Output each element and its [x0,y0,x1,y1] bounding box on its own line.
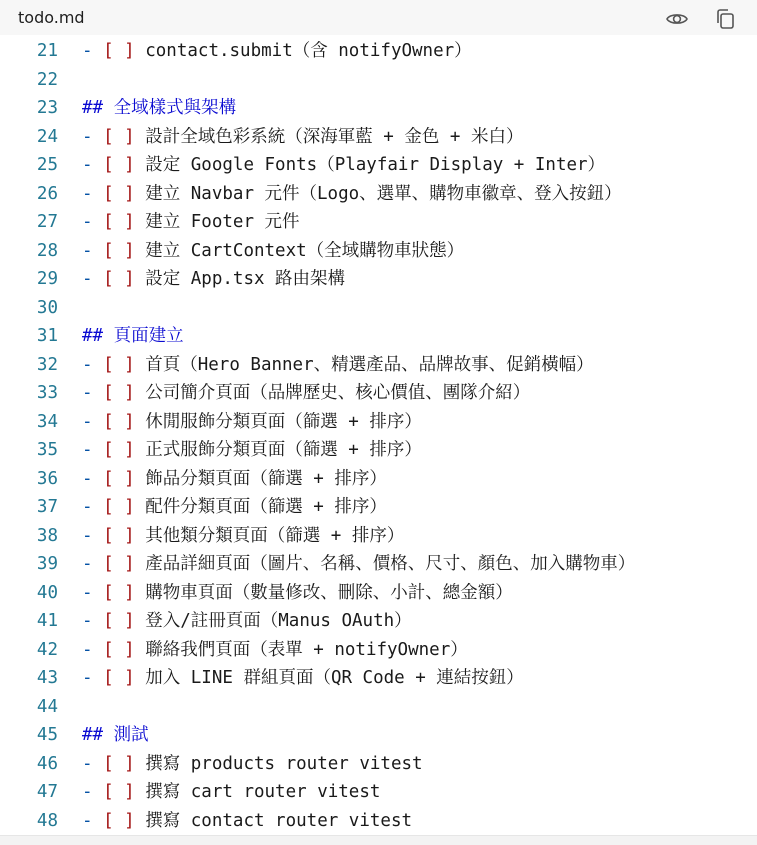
line-number: 28 [36,240,58,261]
line-number: 32 [36,354,58,375]
line-content [82,493,387,522]
checkbox-marker: [ ] [103,497,146,517]
checkbox-marker: [ ] [103,639,146,660]
line-number: 45 [36,725,58,745]
task-text: 建立 CartContext（全域購物車狀態） [145,240,465,261]
code-line[interactable] [0,237,757,266]
line-content [82,778,380,807]
checkbox-marker: [ ] [103,582,146,603]
checkbox-marker: [ ] [103,440,146,460]
task-text: 加入 LINE 群組頁面（QR Code + 連結按鈕） [145,668,524,688]
line-content [82,408,422,437]
line-number: 40 [36,582,58,603]
horizontal-scrollbar[interactable] [0,835,757,845]
line-number: 35 [36,440,58,460]
line-number: 43 [36,668,58,688]
line-content [82,664,524,693]
code-line[interactable] [0,522,757,551]
line-number: 38 [36,525,58,546]
line-content [82,807,412,836]
task-text: 建立 Navbar 元件（Logo、選單、購物車徽章、登入按鈕） [145,183,622,204]
line-content [82,522,404,551]
code-line[interactable] [0,66,757,95]
line-number: 41 [36,611,58,631]
list-dash: - [82,240,104,261]
line-content [82,208,300,237]
list-dash: - [82,212,104,232]
line-number: 26 [36,183,58,204]
heading-text: 全域樣式與架構 [113,98,237,118]
eye-icon[interactable] [664,6,690,32]
list-dash: - [82,497,104,517]
list-dash: - [82,155,104,175]
code-line[interactable] [0,151,757,180]
line-number: 48 [36,810,58,831]
code-line[interactable] [0,94,757,123]
heading-text: 頁面建立 [113,326,184,346]
line-number: 46 [36,753,58,774]
task-text: 公司簡介頁面（品牌歷史、核心價值、團隊介紹） [145,383,531,403]
code-line[interactable] [0,778,757,807]
task-text: 產品詳細頁面（圖片、名稱、價格、尺寸、顏色、加入購物車） [145,554,636,574]
line-content [82,607,412,636]
code-line[interactable] [0,807,757,836]
checkbox-marker: [ ] [103,183,146,204]
task-text: 配件分類頁面（篩選 + 排序） [145,497,387,517]
line-number: 44 [36,696,58,717]
line-content [82,123,523,152]
line-number: 24 [36,126,58,147]
heading-text: 測試 [113,725,149,745]
checkbox-marker: [ ] [103,240,146,261]
task-text: 首頁（Hero Banner、精選產品、品牌故事、促銷橫幅） [145,354,594,375]
code-line[interactable] [0,180,757,209]
code-line[interactable] [0,208,757,237]
line-number: 47 [36,782,58,802]
list-dash: - [82,411,104,432]
line-content [82,151,605,180]
task-text: 設定 Google Fonts（Playfair Display + Inter） [145,155,606,175]
checkbox-marker: [ ] [103,155,146,175]
list-dash: - [82,383,104,403]
checkbox-marker: [ ] [103,41,146,61]
line-number: 25 [36,155,58,175]
line-number: 42 [36,639,58,660]
list-dash: - [82,525,104,546]
line-number: 22 [36,69,58,90]
heading-marker: ## [82,725,114,745]
code-line[interactable] [0,408,757,437]
checkbox-marker: [ ] [103,753,146,774]
line-content [82,180,622,209]
line-content [82,37,472,66]
code-line[interactable] [0,607,757,636]
checkbox-marker: [ ] [103,810,146,831]
line-content [82,550,635,579]
line-number: 23 [36,98,58,118]
task-text: 建立 Footer 元件 [145,212,300,232]
line-number: 34 [36,411,58,432]
checkbox-marker: [ ] [103,468,146,489]
list-dash: - [82,782,104,802]
line-content [82,636,468,665]
line-number: 31 [36,326,58,346]
code-line[interactable] [0,693,757,722]
line-number: 37 [36,497,58,517]
line-content [82,265,345,294]
line-content [82,579,513,608]
code-line[interactable] [0,379,757,408]
line-content [82,750,423,779]
heading-marker: ## [82,98,114,118]
list-dash: - [82,183,104,204]
code-line[interactable] [0,294,757,323]
code-line[interactable] [0,636,757,665]
checkbox-marker: [ ] [103,383,146,403]
code-line[interactable] [0,265,757,294]
task-text: 設計全域色彩系統（深海軍藍 + 金色 + 米白） [145,126,524,147]
code-line[interactable] [0,550,757,579]
code-line[interactable] [0,493,757,522]
heading-marker: ## [82,326,114,346]
line-content [82,237,464,266]
checkbox-marker: [ ] [103,782,146,802]
task-text: contact.submit（含 notifyOwner） [145,41,472,61]
code-line[interactable] [0,579,757,608]
list-dash: - [82,639,104,660]
checkbox-marker: [ ] [103,411,146,432]
task-text: 撰寫 contact router vitest [145,810,413,831]
task-text: 撰寫 cart router vitest [145,782,381,802]
list-dash: - [82,269,104,289]
list-dash: - [82,354,104,375]
task-text: 購物車頁面（數量修改、刪除、小計、總金額） [145,582,513,603]
line-content [82,465,387,494]
list-dash: - [82,810,104,831]
list-dash: - [82,753,104,774]
file-name: todo.md [18,8,85,27]
checkbox-marker: [ ] [103,525,146,546]
line-content [82,322,184,351]
list-dash: - [82,440,104,460]
line-number: 36 [36,468,58,489]
task-text: 聯絡我們頁面（表單 + notifyOwner） [145,639,468,660]
task-text: 其他類分類頁面（篩選 + 排序） [145,525,405,546]
line-number: 21 [36,41,58,61]
list-dash: - [82,41,104,61]
task-text: 飾品分類頁面（篩選 + 排序） [145,468,387,489]
code-line[interactable] [0,322,757,351]
code-line[interactable] [0,436,757,465]
checkbox-marker: [ ] [103,126,146,147]
code-line[interactable] [0,351,757,380]
task-text: 撰寫 products router vitest [145,753,423,774]
list-dash: - [82,554,104,574]
list-dash: - [82,468,104,489]
line-content [82,94,236,123]
copy-icon[interactable] [712,6,738,32]
checkbox-marker: [ ] [103,212,146,232]
task-text: 正式服飾分類頁面（篩選 + 排序） [145,440,422,460]
list-dash: - [82,668,104,688]
task-text: 休閒服飾分類頁面（篩選 + 排序） [145,411,422,432]
checkbox-marker: [ ] [103,611,146,631]
line-number: 27 [36,212,58,232]
code-line[interactable] [0,123,757,152]
checkbox-marker: [ ] [103,668,146,688]
code-line[interactable] [0,721,757,750]
code-line[interactable] [0,37,757,66]
checkbox-marker: [ ] [103,554,146,574]
code-line[interactable] [0,750,757,779]
line-number: 39 [36,554,58,574]
code-line[interactable] [0,465,757,494]
line-content [82,379,530,408]
line-content [82,351,594,380]
code-line[interactable] [0,664,757,693]
line-content [82,721,149,750]
list-dash: - [82,126,104,147]
checkbox-marker: [ ] [103,354,146,375]
line-number: 33 [36,383,58,403]
list-dash: - [82,582,104,603]
task-text: 設定 App.tsx 路由架構 [145,269,346,289]
checkbox-marker: [ ] [103,269,146,289]
line-number: 29 [36,269,58,289]
list-dash: - [82,611,104,631]
line-content [82,436,422,465]
code-editor[interactable] [0,35,757,835]
line-number: 30 [36,297,58,318]
task-text: 登入/註冊頁面（Manus OAuth） [145,611,412,631]
